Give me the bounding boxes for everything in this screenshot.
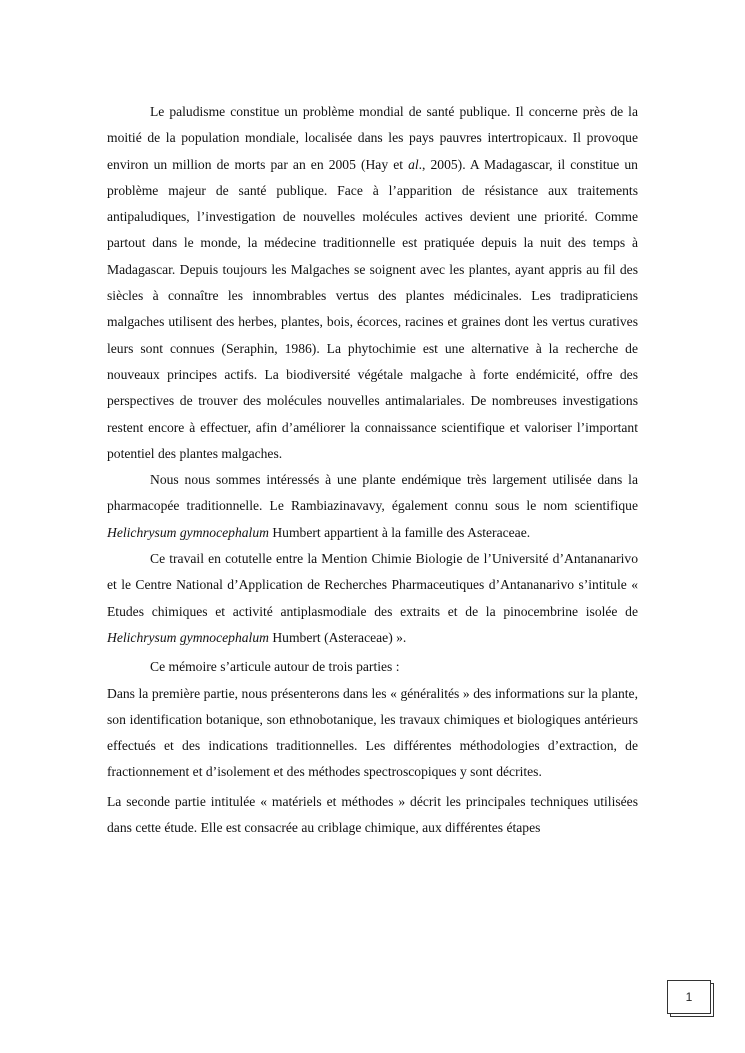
paragraph-outline: Ce mémoire s’articule autour de trois parties : — [150, 659, 400, 675]
paragraph-part-two: La seconde partie intitulée « matériels et méthodes » décrit les principales techniques utilisées dans cette étude. Elle est consacrée au criblage chimique, aux différentes étapes — [107, 793, 638, 836]
paragraph-plant-species: Helichrysum gymnocephalum — [107, 524, 269, 540]
paragraph-title-text-rest: Humbert (Asteraceae) ». — [268, 629, 407, 645]
paragraph-intro-italic: al — [408, 156, 419, 172]
paragraph-intro-text: Le paludisme constitue un problème mondial de santé publique. Il concerne près de la moitié de la population mondiale, localisée dans les pays pauvres intertropicaux. Il provoque environ un million de morts par an en 2005 (Hay et — [107, 104, 638, 172]
paragraph-title-text: Ce travail en cotutelle entre la Mention Chimie Biologie de l’Université d’Antananarivo et le Centre National d’Application de Recherches Pharmaceutiques d’Antananarivo s’intitule « Etudes chimiques et activité antiplasmodiale des extraits et de la pinocembrine isolée de — [107, 551, 638, 619]
page-number: 1 — [685, 990, 693, 1004]
paragraph-plant-text: Nous nous sommes intéressés à une plante endémique très largement utilisée dans la pharmacopée traditionnelle. Le Rambiazinavavy, également connu sous le nom scientifique — [107, 472, 638, 514]
paragraph-intro-text-rest: ., 2005). A Madagascar, il constitue un problème majeur de santé publique. Face à l’apparition de résistance aux traitements antipaludiques, l’investigation de nouvelles molécules actives devient une priorité. Comme partout dans le monde, la médecine traditionnelle est pratiquée depuis la nuit des temps à Madagascar. Depuis toujours les Malgaches se soignent avec les plantes, ayant appris au fil des siècles à connaître les innombrables vertus des plantes médicinales. Les tradipraticiens malgaches utilisent des herbes, plantes, bois, écorces, racines et graines dont les vertus curatives leurs sont connues (Seraphin, 1986). La phytochimie est une alternative à la recherche de nouveaux principes actifs. La biodiversité végétale malgache à forte endémicité, offre des perspectives de trouver des molécules nouvelles antimalariales. De nombreuses investigations restent encore à effectuer, afin d’améliorer la connaissance scientifique et valoriser l’important potentiel des plantes malgaches. — [107, 156, 638, 461]
paragraph-plant — [107, 467, 638, 546]
paragraph-intro — [107, 99, 638, 467]
body-text — [107, 99, 638, 841]
paragraph-part-one: Dans la première partie, nous présenterons dans les « généralités » des informations sur la plante, son identification botanique, son ethnobotanique, les travaux chimiques et biologiques antérieurs effectués et des indications traditionnelles. Les différentes méthodologies d’extraction, de fractionnement et d’isolement et des méthodes spectroscopiques y sont décrites. — [107, 685, 638, 780]
paragraph-plant-text-rest: Humbert appartient à la famille des Asteraceae. — [268, 524, 531, 540]
paragraph-title-species: Helichrysum gymnocephalum — [107, 629, 269, 645]
paragraph-title — [107, 546, 638, 651]
page-number-frame — [667, 980, 711, 1014]
